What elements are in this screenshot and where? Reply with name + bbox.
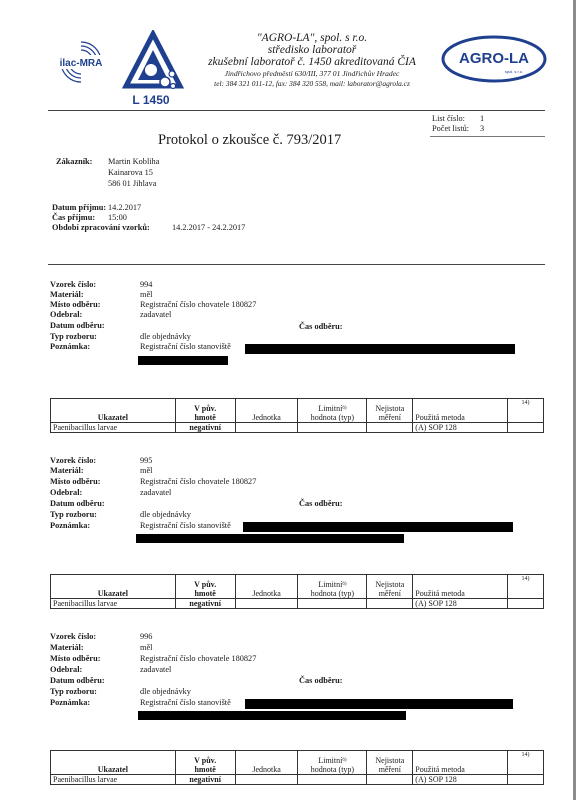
count-label: Počet listů: xyxy=(432,124,470,133)
header-limit: Limitní$^{6)}$ hodnota (typ) xyxy=(298,575,367,599)
analysis-type-value: dle objednávky xyxy=(140,332,191,341)
header-method: Použitá metoda xyxy=(413,751,508,775)
header-method: Použitá metoda xyxy=(413,575,508,599)
analysis-type-label: Typ rozboru: xyxy=(50,510,97,519)
customer-street: Kainarova 15 xyxy=(108,168,153,177)
agro-la-logo-icon xyxy=(440,34,548,84)
collection-date-label: Datum odběru: xyxy=(50,676,105,685)
collected-by-label: Odebral: xyxy=(50,310,83,319)
header-indicator: Ukazatel xyxy=(51,399,176,423)
place-value: Registrační číslo chovatele 180827 xyxy=(140,477,257,486)
result-method: (A) SOP 128 xyxy=(413,599,508,609)
header-indicator: Ukazatel xyxy=(51,751,176,775)
result-note xyxy=(508,423,544,433)
sheet-divider xyxy=(430,136,545,137)
header-unit: Jednotka xyxy=(235,575,298,599)
redaction-bar xyxy=(136,534,404,543)
agro-la-logo-text: AGRO-LA xyxy=(459,50,529,67)
processing-period: 14.2.2017 - 24.2.2017 xyxy=(172,223,246,232)
redaction-bar xyxy=(243,522,513,532)
analysis-type-value: dle objednávky xyxy=(140,510,191,519)
result-method: (A) SOP 128 xyxy=(413,423,508,433)
list-value: 1 xyxy=(480,114,485,123)
results-table xyxy=(50,750,544,785)
result-value: negativní xyxy=(175,775,235,785)
material-label: Materiál: xyxy=(50,290,84,299)
sample-number-label: Vzorek číslo: xyxy=(50,632,97,641)
protocol-title: Protokol o zkoušce č. 793/2017 xyxy=(158,132,342,148)
collection-date-label: Datum odběru: xyxy=(50,499,105,508)
result-limit xyxy=(298,775,367,785)
collected-by-value: zadavatel xyxy=(140,310,172,319)
collection-time-label: Čas odběru: xyxy=(299,676,343,685)
material-label: Materiál: xyxy=(50,643,84,652)
note-label: Poznámka: xyxy=(50,521,91,530)
place-value: Registrační číslo chovatele 180827 xyxy=(140,654,257,663)
analysis-type-value: dle objednávky xyxy=(140,687,191,696)
collected-by-label: Odebral: xyxy=(50,665,83,674)
header-original: V pův. hmotě xyxy=(175,575,235,599)
result-limit xyxy=(298,423,367,433)
result-uncertainty xyxy=(367,423,413,433)
sample-number: 996 xyxy=(140,632,153,641)
collected-by-value: zadavatel xyxy=(140,488,172,497)
letterhead xyxy=(0,0,576,108)
header-method: Použitá metoda xyxy=(413,399,508,423)
note-value: Registrační číslo stanoviště xyxy=(140,521,231,530)
lab-accreditation: zkušební laboratoř č. 1450 akreditovaná ČIA xyxy=(208,56,416,68)
note-label: Poznámka: xyxy=(50,342,91,351)
header-unit: Jednotka xyxy=(235,751,298,775)
place-label: Místo odběru: xyxy=(50,477,101,486)
result-unit xyxy=(235,423,298,433)
collection-date-label: Datum odběru: xyxy=(50,321,105,330)
received-time: 15:00 xyxy=(108,213,127,222)
result-indicator: Paenibacillus larvae xyxy=(51,599,176,609)
result-unit xyxy=(235,599,298,609)
results-table xyxy=(50,574,544,609)
redaction-bar xyxy=(245,699,513,709)
received-date-label: Datum příjmu: xyxy=(52,203,107,212)
ilac-mra-logo-icon xyxy=(48,38,114,86)
header-note-ref: 14) xyxy=(508,751,544,775)
result-note xyxy=(508,599,544,609)
lab-name: "AGRO-LA", spol. s r.o. xyxy=(256,32,368,44)
analysis-type-label: Typ rozboru: xyxy=(50,687,97,696)
result-uncertainty xyxy=(367,775,413,785)
redaction-bar xyxy=(138,356,228,365)
note-value: Registrační číslo stanoviště xyxy=(140,342,231,351)
customer-name: Martin Kobliha xyxy=(108,157,160,166)
count-value: 3 xyxy=(480,124,485,133)
header-note-ref: 14) xyxy=(508,575,544,599)
header-uncertainty: Nejistota měření xyxy=(367,751,413,775)
ilac-logo-text: ilac-MRA xyxy=(59,58,103,69)
collected-by-value: zadavatel xyxy=(140,665,172,674)
redaction-bar xyxy=(245,344,515,354)
header-note-ref: 14) xyxy=(508,399,544,423)
lab-contact: tel: 384 321 011-12, fax: 384 320 558, mail: laborator@agrola.cz xyxy=(214,79,410,88)
header-uncertainty: Nejistota měření xyxy=(367,399,413,423)
header-original: V pův. hmotě xyxy=(175,751,235,775)
header-limit: Limitní$^{6)}$ hodnota (typ) xyxy=(298,751,367,775)
customer-city: 586 01 Jihlava xyxy=(108,179,157,188)
note-value: Registrační číslo stanoviště xyxy=(140,698,231,707)
sheet-info xyxy=(432,114,484,134)
material-value: měl xyxy=(140,643,153,652)
received-time-label: Čas příjmu: xyxy=(52,213,96,222)
list-label: List číslo: xyxy=(432,114,465,123)
sample-number-label: Vzorek číslo: xyxy=(50,280,97,289)
material-label: Materiál: xyxy=(50,466,84,475)
result-value: negativní xyxy=(175,599,235,609)
collection-time-label: Čas odběru: xyxy=(299,499,343,508)
dates-block xyxy=(52,203,245,233)
sample-section xyxy=(50,456,544,546)
table-row xyxy=(51,775,544,785)
laboratory-info xyxy=(192,32,432,89)
material-value: měl xyxy=(140,290,153,299)
analysis-type-label: Typ rozboru: xyxy=(50,332,97,341)
place-label: Místo odběru: xyxy=(50,300,101,309)
header-limit: Limitní$^{6)}$ hodnota (typ) xyxy=(298,399,367,423)
result-indicator: Paenibacillus larvae xyxy=(51,423,176,433)
sample-section xyxy=(50,632,544,724)
sample-section xyxy=(50,280,544,370)
sample-number: 995 xyxy=(140,456,153,465)
result-note xyxy=(508,775,544,785)
received-date: 14.2.2017 xyxy=(108,203,142,212)
accreditation-number: L 1450 xyxy=(132,93,170,107)
result-limit xyxy=(298,599,367,609)
table-row xyxy=(51,423,544,433)
redaction-bar xyxy=(138,711,406,720)
cia-accreditation-logo-icon xyxy=(120,30,186,110)
agro-la-logo-small: spol. s r.o. xyxy=(504,69,524,74)
result-method: (A) SOP 128 xyxy=(413,775,508,785)
place-label: Místo odběru: xyxy=(50,654,101,663)
header-uncertainty: Nejistota měření xyxy=(367,575,413,599)
customer-label: Zákazník: xyxy=(56,157,93,166)
sample-number-label: Vzorek číslo: xyxy=(50,456,97,465)
collection-time-label: Čas odběru: xyxy=(299,322,343,331)
sample-number: 994 xyxy=(140,280,153,289)
result-indicator: Paenibacillus larvae xyxy=(51,775,176,785)
note-label: Poznámka: xyxy=(50,698,91,707)
header-divider xyxy=(48,110,545,111)
place-value: Registrační číslo chovatele 180827 xyxy=(140,300,257,309)
header-original: V pův. hmotě xyxy=(175,399,235,423)
result-unit xyxy=(235,775,298,785)
result-value: negativní xyxy=(175,423,235,433)
header-indicator: Ukazatel xyxy=(51,575,176,599)
lab-address: Jindřichovo předměstí 630/III, 377 01 Jindřichův Hradec xyxy=(224,69,400,78)
lab-subtitle: středisko laboratoř xyxy=(267,44,357,56)
material-value: měl xyxy=(140,466,153,475)
processing-period-label: Období zpracování vzorků: xyxy=(52,223,150,232)
results-table xyxy=(50,398,544,433)
result-uncertainty xyxy=(367,599,413,609)
section-divider xyxy=(48,264,545,265)
table-row xyxy=(51,599,544,609)
header-unit: Jednotka xyxy=(235,399,298,423)
collected-by-label: Odebral: xyxy=(50,488,83,497)
